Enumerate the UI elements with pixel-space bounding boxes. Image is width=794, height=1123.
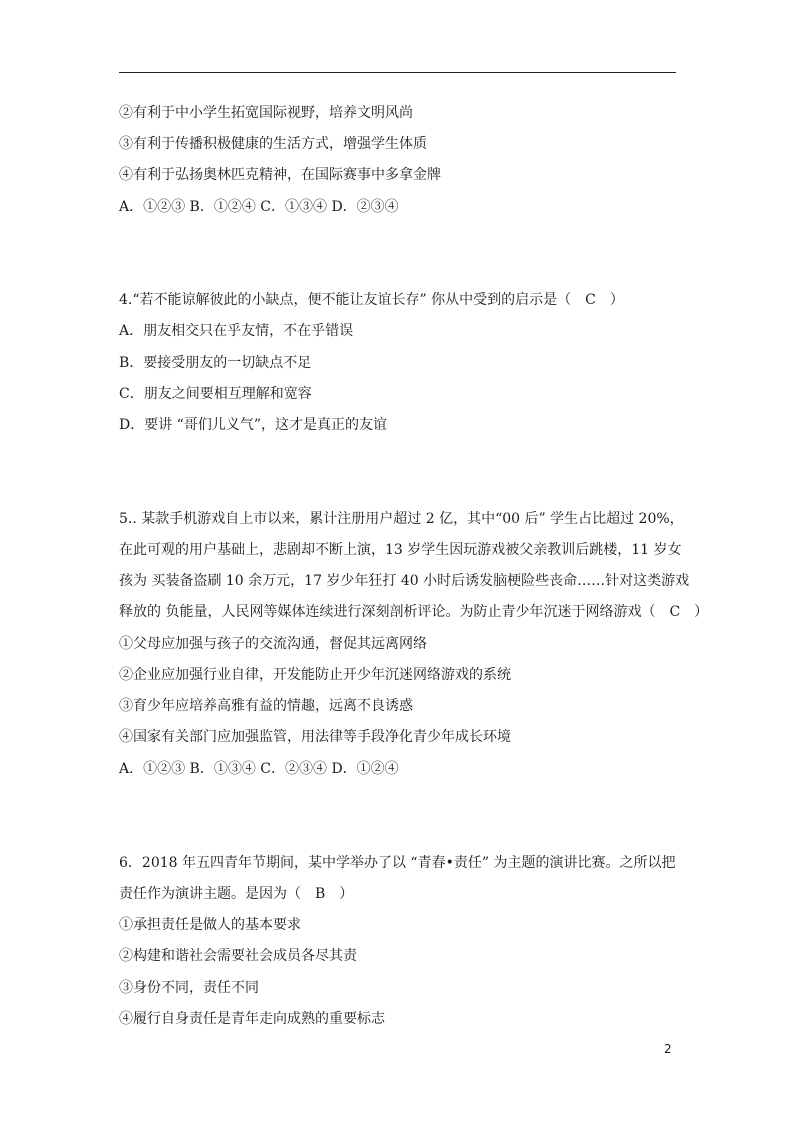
q3-option-3: ③有利于传播积极健康的生活方式，增强学生体质 <box>119 136 427 152</box>
q5-stem-line-3: 孩为 买装备盗刷 10 余万元，17 岁少年狂打 40 小时后诱发脑梗险些丧命……针对这类游戏 <box>119 573 690 589</box>
q6-option-2: ②构建和谐社会需要社会成员各尽其责 <box>119 948 357 964</box>
q4-choice-c: C．朋友之间要相互理解和宽容 <box>119 386 312 402</box>
q6-option-3: ③身份不同，责任不同 <box>119 980 259 996</box>
q6-stem-line-1: 6．2018 年五四青年节期间，某中学举办了以 “青春•责任” 为主题的演讲比赛。之所以把 <box>119 855 676 871</box>
q6-option-1: ①承担责任是做人的基本要求 <box>119 917 301 933</box>
q4-choice-a: A．朋友相交只在乎友情，不在乎错误 <box>119 323 354 339</box>
q4-stem: 4.“若不能谅解彼此的小缺点，便不能让友谊长存” 你从中受到的启示是（ C ） <box>119 292 624 308</box>
q3-option-2: ②有利于中小学生拓宽国际视野，培养文明风尚 <box>119 105 413 121</box>
q5-choices: A．①②③ B．①③④ C．②③④ D．①②④ <box>119 761 399 777</box>
q6-stem-line-2: 责任作为演讲主题。是因为（ B ） <box>119 886 354 902</box>
header-rule <box>119 72 676 73</box>
q3-option-4: ④有利于弘扬奥林匹克精神，在国际赛事中多拿金牌 <box>119 167 441 183</box>
q5-stem-line-4: 释放的 负能量，人民网等媒体连续进行深刻剖析评论。为防止青少年沉迷于网络游戏（ C ） <box>119 604 709 620</box>
page-number: 2 <box>664 1042 672 1056</box>
q6-option-4: ④履行自身责任是青年走向成熟的重要标志 <box>119 1011 385 1027</box>
q5-option-4: ④国家有关部门应加强监管，用法律等手段净化青少年成长环境 <box>119 729 511 745</box>
q5-option-1: ①父母应加强与孩子的交流沟通，督促其远离网络 <box>119 636 427 652</box>
q4-choice-d: D．要讲 “哥们儿义气”，这才是真正的友谊 <box>119 417 387 433</box>
q5-stem-line-2: 在此可观的用户基础上，悲剧却不断上演，13 岁学生因玩游戏被父亲教训后跳楼，11 岁女 <box>119 542 682 558</box>
q5-option-2: ②企业应加强行业自律，开发能防止开少年沉迷网络游戏的系统 <box>119 667 511 683</box>
q5-stem-line-1: 5.. 某款手机游戏自上市以来，累计注册用户超过 2 亿，其中“00 后” 学生占比超过 20%， <box>119 511 684 527</box>
q3-choices: A．①②③ B．①②④ C．①③④ D．②③④ <box>119 199 399 215</box>
q5-option-3: ③育少年应培养高雅有益的情趣，远离不良诱惑 <box>119 698 413 714</box>
q4-choice-b: B．要接受朋友的一切缺点不足 <box>119 355 312 371</box>
